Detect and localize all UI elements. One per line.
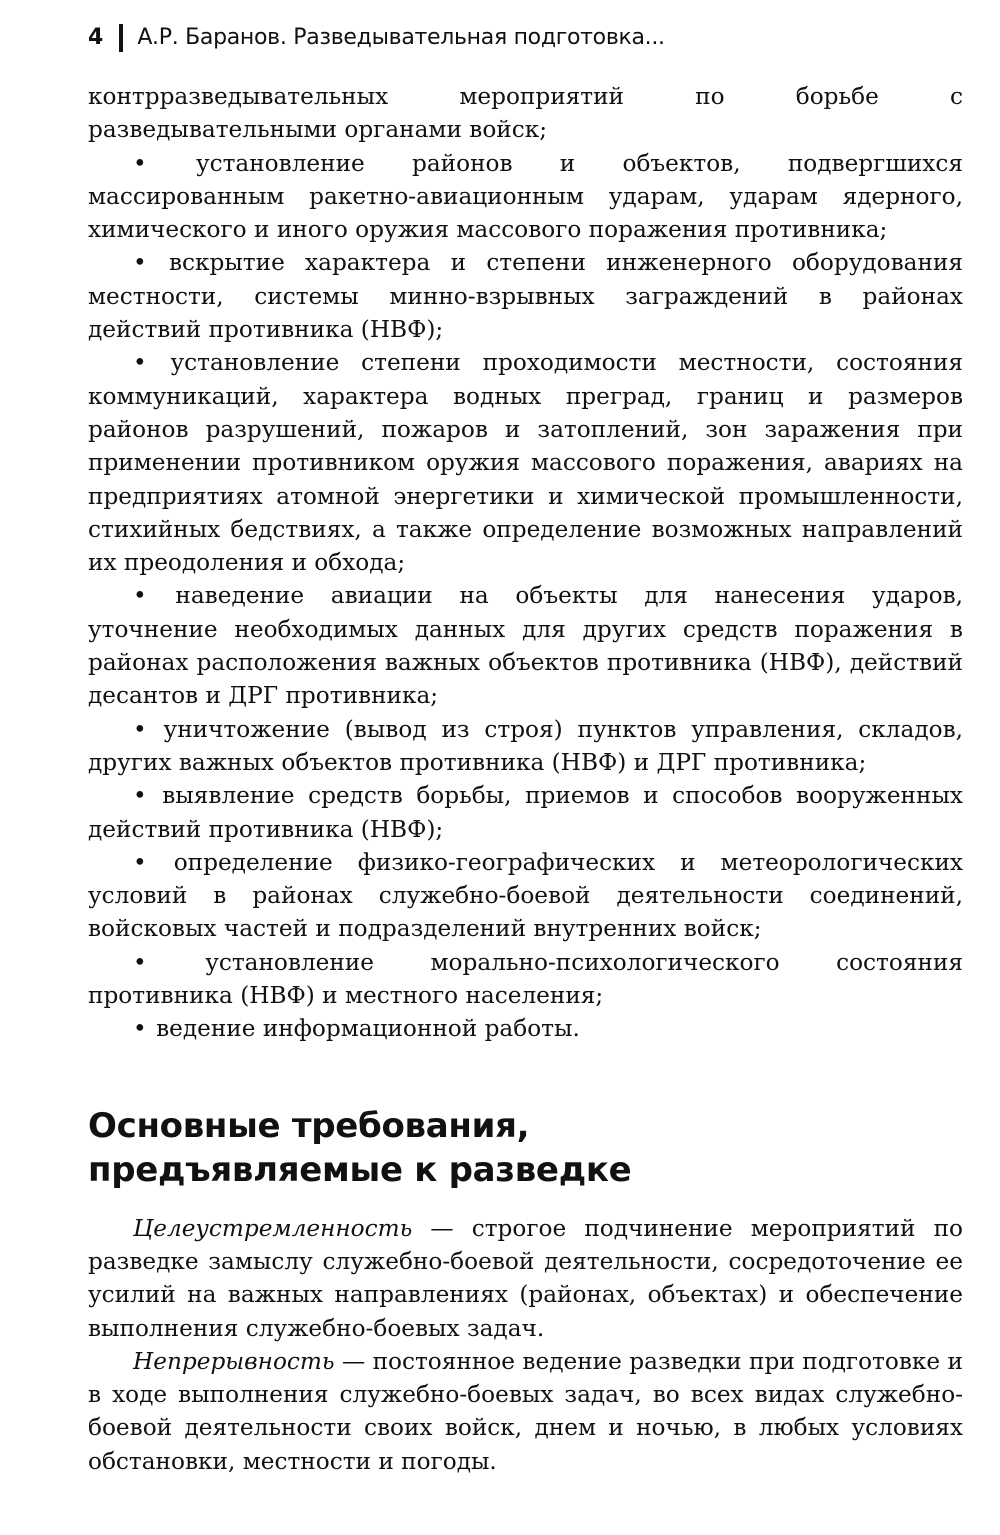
running-header xyxy=(88,20,963,56)
section-heading-line-2: предъявляемые к разведке xyxy=(88,1149,632,1190)
bullet-item xyxy=(88,147,963,247)
definition-text: — строгое подчинение мероприятий по разведке замыслу служебно-боевой деятельности, сосредоточение ее усилий на важных направлениях (районах, объектах) и обеспечение выполнения служебно-боевых задач. xyxy=(88,1214,963,1342)
definition-paragraph xyxy=(88,1345,963,1478)
definition-term: Непрерывность xyxy=(133,1347,335,1375)
bullet-text: выявление средств борьбы, приемов и способов вооруженных действий противника (НВФ); xyxy=(88,782,963,843)
definition-paragraph xyxy=(88,1212,963,1345)
body-text xyxy=(88,80,963,1478)
bullet-item xyxy=(88,246,963,346)
bullet-text: уничтожение (вывод из строя) пунктов управления, складов, других важных объектов противника (НВФ) и ДРГ противника; xyxy=(88,715,963,776)
bullet-item xyxy=(88,1012,963,1045)
bullet-marker: • xyxy=(133,1015,147,1043)
bullet-marker: • xyxy=(133,782,147,810)
running-title: А.Р. Баранов. Разведывательная подготовка... xyxy=(137,25,665,50)
bullet-marker: • xyxy=(133,715,147,743)
bullet-text: установление районов и объектов, подвергшихся массированным ракетно-авиационным ударам, ударам ядерного, химического и иного оружия массового поражения противника; xyxy=(88,149,963,244)
bullet-marker: • xyxy=(133,349,147,377)
bullet-text: ведение информационной работы. xyxy=(156,1015,580,1043)
bullet-item xyxy=(88,946,963,1013)
bullet-marker: • xyxy=(133,848,147,876)
definition-text: — постоянное ведение разведки при подготовке и в ходе выполнения служебно-боевых задач, во всех видах служебно-боевой деятельности своих войск, днем и ночью, в любых условиях обстановки, местности и погоды. xyxy=(88,1347,963,1475)
definition-term: Целеустремленность xyxy=(133,1214,413,1242)
bullet-marker: • xyxy=(133,582,147,610)
bullet-text: вскрытие характера и степени инженерного оборудования местности, системы минно-взрывных заграждений в районах действий противника (НВФ); xyxy=(88,249,963,344)
bullet-item xyxy=(88,779,963,846)
bullet-text: определение физико-географических и метеорологических условий в районах служебно-боевой деятельности соединений, войсковых частей и подразделений внутренних войск; xyxy=(88,848,963,943)
bullet-marker: • xyxy=(133,249,147,277)
bullet-item xyxy=(88,579,963,712)
bullet-marker: • xyxy=(133,149,147,177)
bullet-marker: • xyxy=(133,948,147,976)
bullet-text: установление степени проходимости местности, состояния коммуникаций, характера водных преград, границ и размеров районов разрушений, пожаров и затоплений, зон заражения при применении противником оружия массового поражения, авариях на предприятиях атомной энергетики и химической промышленности, стихийных бедствиях, а также определение возможных направлений их преодоления и обхода; xyxy=(88,349,963,577)
header-separator xyxy=(119,24,123,52)
bullet-text: наведение авиации на объекты для нанесения ударов, уточнение необходимых данных для других средств поражения в районах расположения важных объектов противника (НВФ), действий десантов и ДРГ противника; xyxy=(88,582,963,710)
bullet-item xyxy=(88,846,963,946)
book-page xyxy=(88,20,963,1478)
continuation-paragraph: контрразведывательных мероприятий по борьбе с разведывательными органами войск; xyxy=(88,83,963,144)
bullet-text: установление морально-психологического состояния противника (НВФ) и местного населения; xyxy=(88,948,963,1010)
section-heading xyxy=(88,1104,963,1192)
section-heading-line-1: Основные требования, xyxy=(88,1105,530,1146)
bullet-item xyxy=(88,346,963,579)
bullet-item xyxy=(88,713,963,780)
page-number: 4 xyxy=(88,25,104,50)
